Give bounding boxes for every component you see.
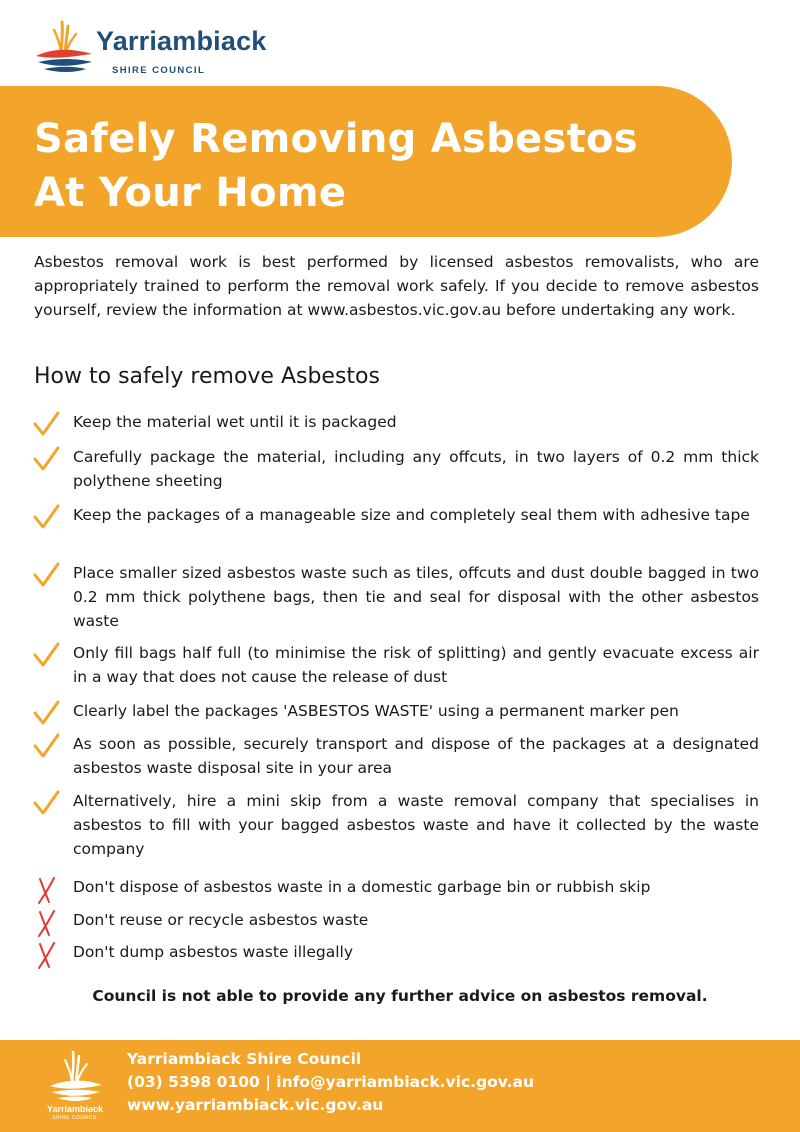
checkmark-icon: [32, 789, 62, 819]
do-item-text: Keep the packages of a manageable size and completely seal them with adhesive tape: [73, 506, 750, 524]
do-item-text: Only fill bags half full (to minimise the risk of splitting) and gently evacuate excess air in a way that does not cause the release of dust: [73, 644, 759, 686]
cross-icon: [32, 875, 62, 905]
do-item-text: Carefully package the material, including any offcuts, in two layers of 0.2 mm thick polythene sheeting: [73, 448, 759, 490]
footer-contact[interactable]: (03) 5398 0100 | info@yarriambiack.vic.gov.au: [127, 1073, 534, 1091]
do-item-text: Alternatively, hire a mini skip from a waste removal company that specialises in asbestos to fill with your bagged asbestos waste and have it collected by the waste company: [73, 792, 759, 858]
dont-item-text: Don't dispose of asbestos waste in a domestic garbage bin or rubbish skip: [73, 878, 651, 896]
dont-item-text: Don't dump asbestos waste illegally: [73, 943, 353, 961]
reed-wave-icon: [40, 1048, 110, 1104]
logo-subtitle: SHIRE COUNCIL: [112, 65, 206, 76]
checkmark-icon: [32, 699, 62, 729]
checkmark-icon: [32, 410, 62, 440]
intro-paragraph: Asbestos removal work is best performed by licensed asbestos removalists, who are appropriately trained to perform the removal work safely. If you decide to remove asbestos yourself, review the information at www.asbestos.vic.gov.au before undertaking any work.: [34, 253, 759, 319]
footer-logo-name: Yarriambiack: [46, 1104, 104, 1114]
checkmark-icon: [32, 445, 62, 475]
logo-name: Yarriambiack: [96, 26, 267, 56]
council-notice: Council is not able to provide any further advice on asbestos removal.: [92, 987, 708, 1005]
checkmark-icon: [32, 641, 62, 671]
footer: [0, 1040, 800, 1132]
page-title-line-1: Safely Removing Asbestos: [34, 116, 638, 162]
do-item-text: Clearly label the packages 'ASBESTOS WASTE' using a permanent marker pen: [73, 702, 679, 720]
do-item-text: As soon as possible, securely transport and dispose of the packages at a designated asbestos waste disposal site in your area: [73, 735, 759, 777]
page-title: [34, 112, 714, 220]
checkmark-icon: [32, 732, 62, 762]
reed-wave-icon: [32, 18, 96, 80]
do-item-text: Keep the material wet until it is packaged: [73, 413, 397, 431]
checkmark-icon: [32, 561, 62, 591]
section-heading: How to safely remove Asbestos: [34, 364, 380, 389]
checkmark-icon: [32, 503, 62, 533]
footer-logo: [40, 1048, 110, 1123]
do-item-text: Place smaller sized asbestos waste such as tiles, offcuts and dust double bagged in two 0.2 mm thick polythene bags, then tie and seal for disposal with the other asbestos waste: [73, 564, 759, 630]
footer-website[interactable]: www.yarriambiack.vic.gov.au: [127, 1096, 384, 1114]
page-title-line-2: At Your Home: [34, 170, 347, 216]
council-logo: [32, 18, 322, 80]
footer-org-name: Yarriambiack Shire Council: [127, 1050, 362, 1068]
cross-icon: [32, 908, 62, 938]
cross-icon: [32, 940, 62, 970]
dont-item-text: Don't reuse or recycle asbestos waste: [73, 911, 369, 929]
footer-logo-subtitle: SHIRE COUNCIL: [52, 1115, 98, 1121]
